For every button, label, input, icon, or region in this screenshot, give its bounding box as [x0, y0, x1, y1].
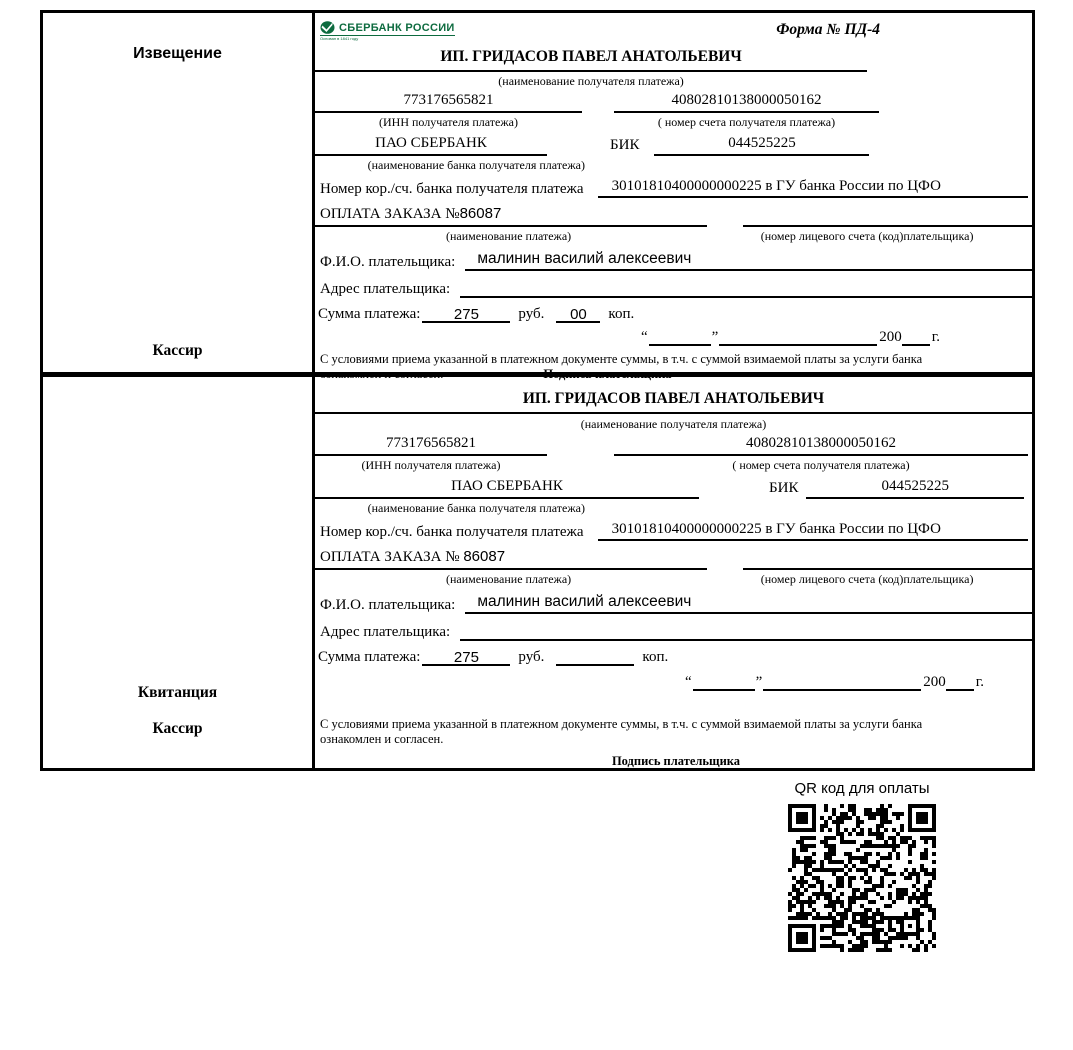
payer-signature-label: Подпись плательщика: [543, 367, 672, 381]
caption-recipient: (наименование получателя платежа): [498, 74, 684, 88]
receipt-side-column: [43, 377, 315, 768]
sum-rubles-value: 275: [422, 649, 510, 666]
column-gap: [547, 435, 614, 472]
payment-label: ОПЛАТА ЗАКАЗА №: [320, 206, 460, 222]
payment-sum-row: [315, 306, 1032, 323]
agreement-text: [315, 717, 1032, 769]
pd4-sheet: [40, 10, 1035, 771]
form-number: Форма № ПД-4: [776, 21, 880, 38]
inn-column: [315, 435, 547, 472]
payer-name-label: Ф.И.О. плательщика:: [320, 597, 456, 613]
bik-label: БИК: [610, 137, 640, 153]
payer-signature-label: Подпись плательщика: [611, 754, 741, 768]
section-notice: [40, 10, 1035, 381]
receipt-main: [315, 377, 1032, 768]
account-value: 40802810138000050162: [614, 435, 1028, 456]
personal-account-blank: [743, 552, 1032, 570]
payment-name-value: [315, 205, 707, 227]
qr-code-image: [788, 804, 936, 952]
payer-address-label: Адрес плательщика:: [320, 281, 451, 297]
notice-main: [315, 13, 1032, 381]
payer-address-row: [315, 622, 1032, 641]
recipient-title: ИП. ГРИДАСОВ ПАВЕЛ АНАТОЛЬЕВИЧ: [315, 48, 867, 72]
bank-row: [315, 135, 1032, 156]
open-quote: “: [640, 329, 648, 345]
payment-captions-row: [315, 230, 1032, 243]
bank-row: [315, 478, 1032, 499]
caption-inn: (ИНН получателя платежа): [361, 458, 501, 472]
inn-column: [315, 92, 582, 129]
payment-name-value: [315, 548, 707, 570]
payment-captions-row: [315, 573, 1032, 586]
date-row: [315, 674, 1032, 691]
caption-bank: (наименование банка получателя платежа): [367, 501, 585, 515]
caption-recipient: (наименование получателя платежа): [580, 417, 767, 431]
sum-label: Сумма платежа:: [318, 306, 421, 322]
sberbank-logo-icon: [320, 21, 335, 34]
date-month-blank: [763, 674, 921, 691]
bik-value: 044525225: [806, 478, 1024, 499]
column-gap: [582, 92, 614, 129]
order-number: 86087: [463, 548, 506, 565]
qr-block: [787, 780, 937, 952]
sum-kopecks-value: [556, 649, 634, 666]
date-year-suffix: г.: [931, 329, 940, 345]
qr-caption: QR код для оплаты: [794, 780, 930, 797]
payment-sum-row: [315, 649, 1032, 666]
date-row: [315, 329, 1032, 346]
agreement-line2: ознакомлен и согласен.: [320, 367, 444, 381]
rubles-unit-label: руб.: [518, 649, 545, 665]
bank-name-value: ПАО СБЕРБАНК: [315, 478, 699, 499]
sum-kopecks-value: 00: [556, 306, 600, 323]
agreement-line1: С условиями приема указанной в платежном документе суммы, в т.ч. с суммой взимаемой платы за услуги банка: [320, 352, 923, 366]
recipient-title: ИП. ГРИДАСОВ ПАВЕЛ АНАТОЛЬЕВИЧ: [315, 390, 1032, 414]
caption-inn: (ИНН получателя платежа): [379, 115, 518, 129]
date-century: 200: [923, 674, 946, 690]
payer-name-value: малинин василий алексеевич: [465, 250, 1032, 271]
payer-address-row: [315, 279, 1032, 298]
payment-name-row: [315, 205, 1032, 227]
notice-side-column: [43, 13, 315, 372]
inn-account-row: [315, 92, 1032, 129]
sberbank-logo: [320, 21, 455, 41]
notice-header-row: [315, 13, 1032, 47]
payment-name-row: [315, 548, 1032, 570]
payer-address-label: Адрес плательщика:: [320, 624, 451, 640]
section-receipt: [40, 374, 1035, 771]
agreement-line1: С условиями приема указанной в платежном документе суммы, в т.ч. с суммой взимаемой платы за услуги банка: [320, 717, 923, 731]
receipt-cashier-label: Кассир: [152, 720, 203, 737]
payer-name-row: [315, 250, 1032, 271]
caption-bank: (наименование банка получателя платежа): [367, 158, 585, 172]
date-month-blank: [719, 329, 877, 346]
payer-address-blank: [460, 279, 1032, 298]
date-year-blank: [946, 674, 974, 691]
date-year-blank: [902, 329, 930, 346]
sberbank-logo-tagline: Основан в 1841 году: [320, 36, 359, 41]
sberbank-logo-line: [320, 21, 455, 36]
inn-account-row: [315, 435, 1032, 472]
rubles-unit-label: руб.: [518, 306, 545, 322]
sum-label: Сумма платежа:: [318, 649, 421, 665]
account-column: [614, 435, 1028, 472]
caption-account: ( номер счета получателя платежа): [732, 458, 910, 472]
payer-name-row: [315, 593, 1032, 614]
notice-cashier-label: Кассир: [152, 342, 203, 359]
personal-account-blank: [743, 209, 1032, 227]
date-day-blank: [649, 329, 711, 346]
corr-account-label: Номер кор./сч. банка получателя платежа: [320, 181, 584, 197]
bank-name-value: ПАО СБЕРБАНК: [315, 135, 547, 156]
open-quote: “: [684, 674, 692, 690]
close-quote: ”: [755, 674, 763, 690]
sberbank-logo-text: СБЕРБАНК РОССИИ: [339, 21, 455, 34]
caption-personal-account: (номер лицевого счета (код)плательщика): [760, 572, 974, 586]
corr-account-label: Номер кор./сч. банка получателя платежа: [320, 524, 584, 540]
payer-name-label: Ф.И.О. плательщика:: [320, 254, 456, 270]
account-column: [614, 92, 879, 129]
sum-rubles-value: 275: [422, 306, 510, 323]
receipt-side-label: Квитанция: [137, 684, 218, 701]
corr-account-row: [315, 521, 1032, 541]
inn-value: 773176565821: [315, 92, 582, 113]
payer-name-value: малинин василий алексеевич: [465, 593, 1032, 614]
caption-personal-account: (номер лицевого счета (код)плательщика): [760, 229, 974, 243]
corr-account-value: 30101810400000000225 в ГУ банка России по ЦФО: [598, 521, 1028, 541]
bik-value: 044525225: [654, 135, 869, 156]
notice-side-label: Извещение: [133, 45, 222, 62]
bik-label: БИК: [769, 480, 799, 496]
date-day-blank: [693, 674, 755, 691]
caption-payment-name: (наименование платежа): [446, 572, 572, 586]
kopecks-unit-label: коп.: [642, 649, 669, 665]
caption-payment-name: (наименование платежа): [446, 229, 572, 243]
order-number: 86087: [459, 205, 502, 222]
corr-account-row: [315, 178, 1032, 198]
corr-account-value: 30101810400000000225 в ГУ банка России по ЦФО: [598, 178, 1028, 198]
close-quote: ”: [711, 329, 719, 345]
inn-value: 773176565821: [315, 435, 547, 456]
caption-account: ( номер счета получателя платежа): [657, 115, 836, 129]
date-century: 200: [879, 329, 902, 345]
agreement-line2: ознакомлен и согласен.: [320, 732, 444, 746]
payment-label: ОПЛАТА ЗАКАЗА №: [320, 549, 460, 565]
date-year-suffix: г.: [975, 674, 984, 690]
account-value: 40802810138000050162: [614, 92, 879, 113]
payer-address-blank: [460, 622, 1032, 641]
kopecks-unit-label: коп.: [608, 306, 635, 322]
